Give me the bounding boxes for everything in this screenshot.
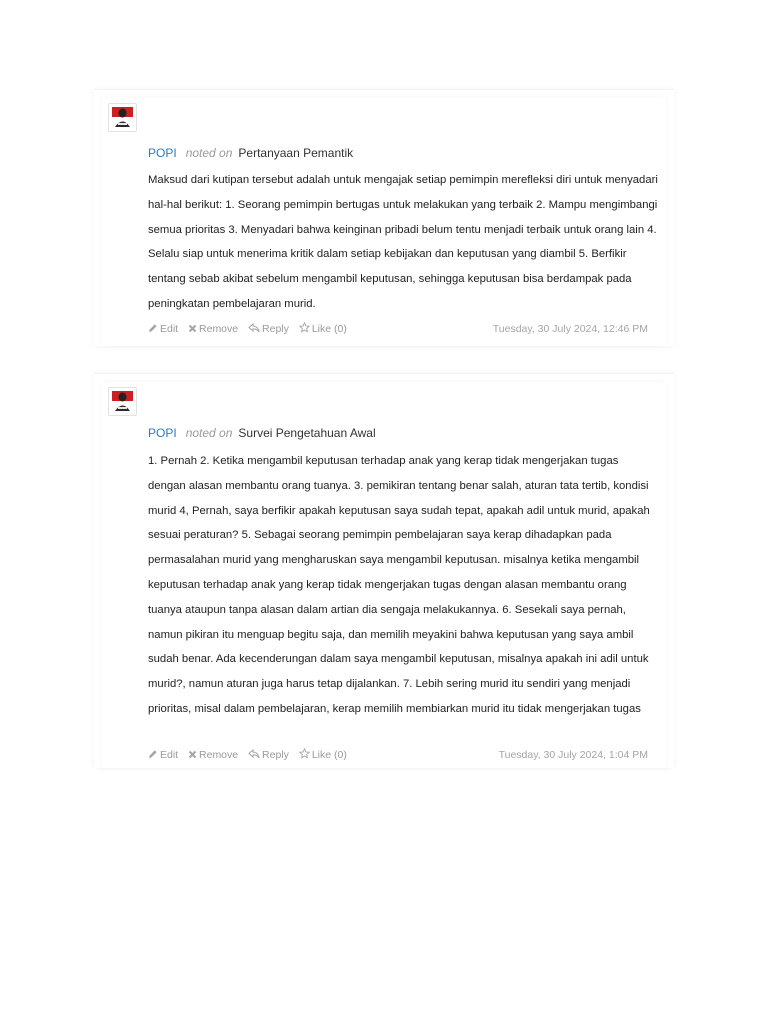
note-text: Maksud dari kutipan tersebut adalah untuk mengajak setiap pemimpin merefleksi diri untuk menyadari hal-hal berikut: 1. Seorang pemimpin bertugas untuk melakukan yang terbaik 2. Mampu mengimbangi semua prioritas 3. Menyadari bahwa keinginan pribadi belum tentu menjadi terbaik untuk orang lain 4. Selalu siap untuk menerima kritik dalam setiap kebijakan dan keputusan yang diambil 5. Berfikir tentang sebab akibat sebelum mengambil keputusan, sehingga keputusan bisa berdampak pada peningkatan pembelajaran murid. [148, 174, 658, 310]
edit-label: Edit [160, 749, 179, 761]
note-body [148, 449, 660, 722]
noted-on-label: noted on [185, 426, 233, 440]
note-meta [148, 425, 376, 441]
star-outline-icon [299, 748, 310, 759]
x-mark-icon [188, 324, 197, 333]
reply-label: Reply [262, 323, 289, 335]
remove-button[interactable] [188, 322, 238, 336]
remove-button[interactable] [188, 748, 238, 762]
reply-arrow-icon [248, 323, 260, 333]
note-meta [148, 145, 353, 161]
note-actions [148, 322, 648, 336]
note-body [148, 168, 660, 317]
user-avatar-icon[interactable] [108, 103, 137, 132]
x-mark-icon [188, 750, 197, 759]
topic-link[interactable]: Pertanyaan Pemantik [238, 146, 354, 160]
edit-button[interactable] [148, 748, 178, 762]
author-link[interactable]: POPI [148, 426, 177, 440]
pencil-icon [148, 749, 158, 759]
like-button[interactable] [299, 322, 347, 336]
like-label: Like (0) [311, 749, 347, 761]
edit-label: Edit [160, 323, 179, 335]
note-actions [148, 748, 648, 762]
note-card [94, 89, 674, 346]
timestamp: Tuesday, 30 July 2024, 1:04 PM [498, 749, 648, 761]
author-link[interactable]: POPI [148, 146, 177, 160]
note-card [94, 373, 674, 768]
edit-button[interactable] [148, 322, 178, 336]
note-card-inner [102, 98, 666, 346]
like-label: Like (0) [311, 323, 347, 335]
like-button[interactable] [299, 748, 347, 762]
star-outline-icon [299, 322, 310, 333]
remove-label: Remove [199, 749, 239, 761]
reply-button[interactable] [248, 748, 289, 762]
user-avatar-icon[interactable] [108, 387, 137, 416]
reply-arrow-icon [248, 749, 260, 759]
noted-on-label: noted on [185, 146, 233, 160]
remove-label: Remove [199, 323, 239, 335]
reply-label: Reply [262, 749, 289, 761]
note-card-inner [102, 382, 666, 768]
note-text: 1. Pernah 2. Ketika mengambil keputusan terhadap anak yang kerap tidak mengerjakan tugas dengan alasan membantu orang tuanya. 3. pemikiran tentang benar salah, aturan tata tertib, kondisi murid 4, Pernah, saya berfikir apakah keputusan saya sudah tepat, apakah adil untuk murid, apakah sesuai peraturan? 5. Sebagai seorang pemimpin pembelajaran saya kerap dihadapkan pada permasalahan murid yang mengharuskan saya mengambil keputusan. misalnya ketika mengambil keputusan terhadap anak yang kerap tidak mengerjakan tugas dengan alasan membantu orang tuanya ataupun tanpa alasan dalam artian dia sengaja melakukannya. 6. Sesekali saya pernah, namun pikiran itu menguap begitu saja, dan memilih meyakini bahwa keputusan yang saya ambil sudah benar. Ada kecenderungan dalam saya mengambil keputusan, misalnya apakah ini adil untuk murid?, namun aturan juga harus tetap dijalankan. 7. Lebih sering murid itu sendiri yang menjadi prioritas, misal dalam pembelajaran, kerap memilih membiarkan murid itu tidak mengerjakan tugas [148, 455, 650, 715]
pencil-icon [148, 323, 158, 333]
reply-button[interactable] [248, 322, 289, 336]
topic-link[interactable]: Survei Pengetahuan Awal [238, 426, 376, 440]
timestamp: Tuesday, 30 July 2024, 12:46 PM [492, 323, 648, 335]
